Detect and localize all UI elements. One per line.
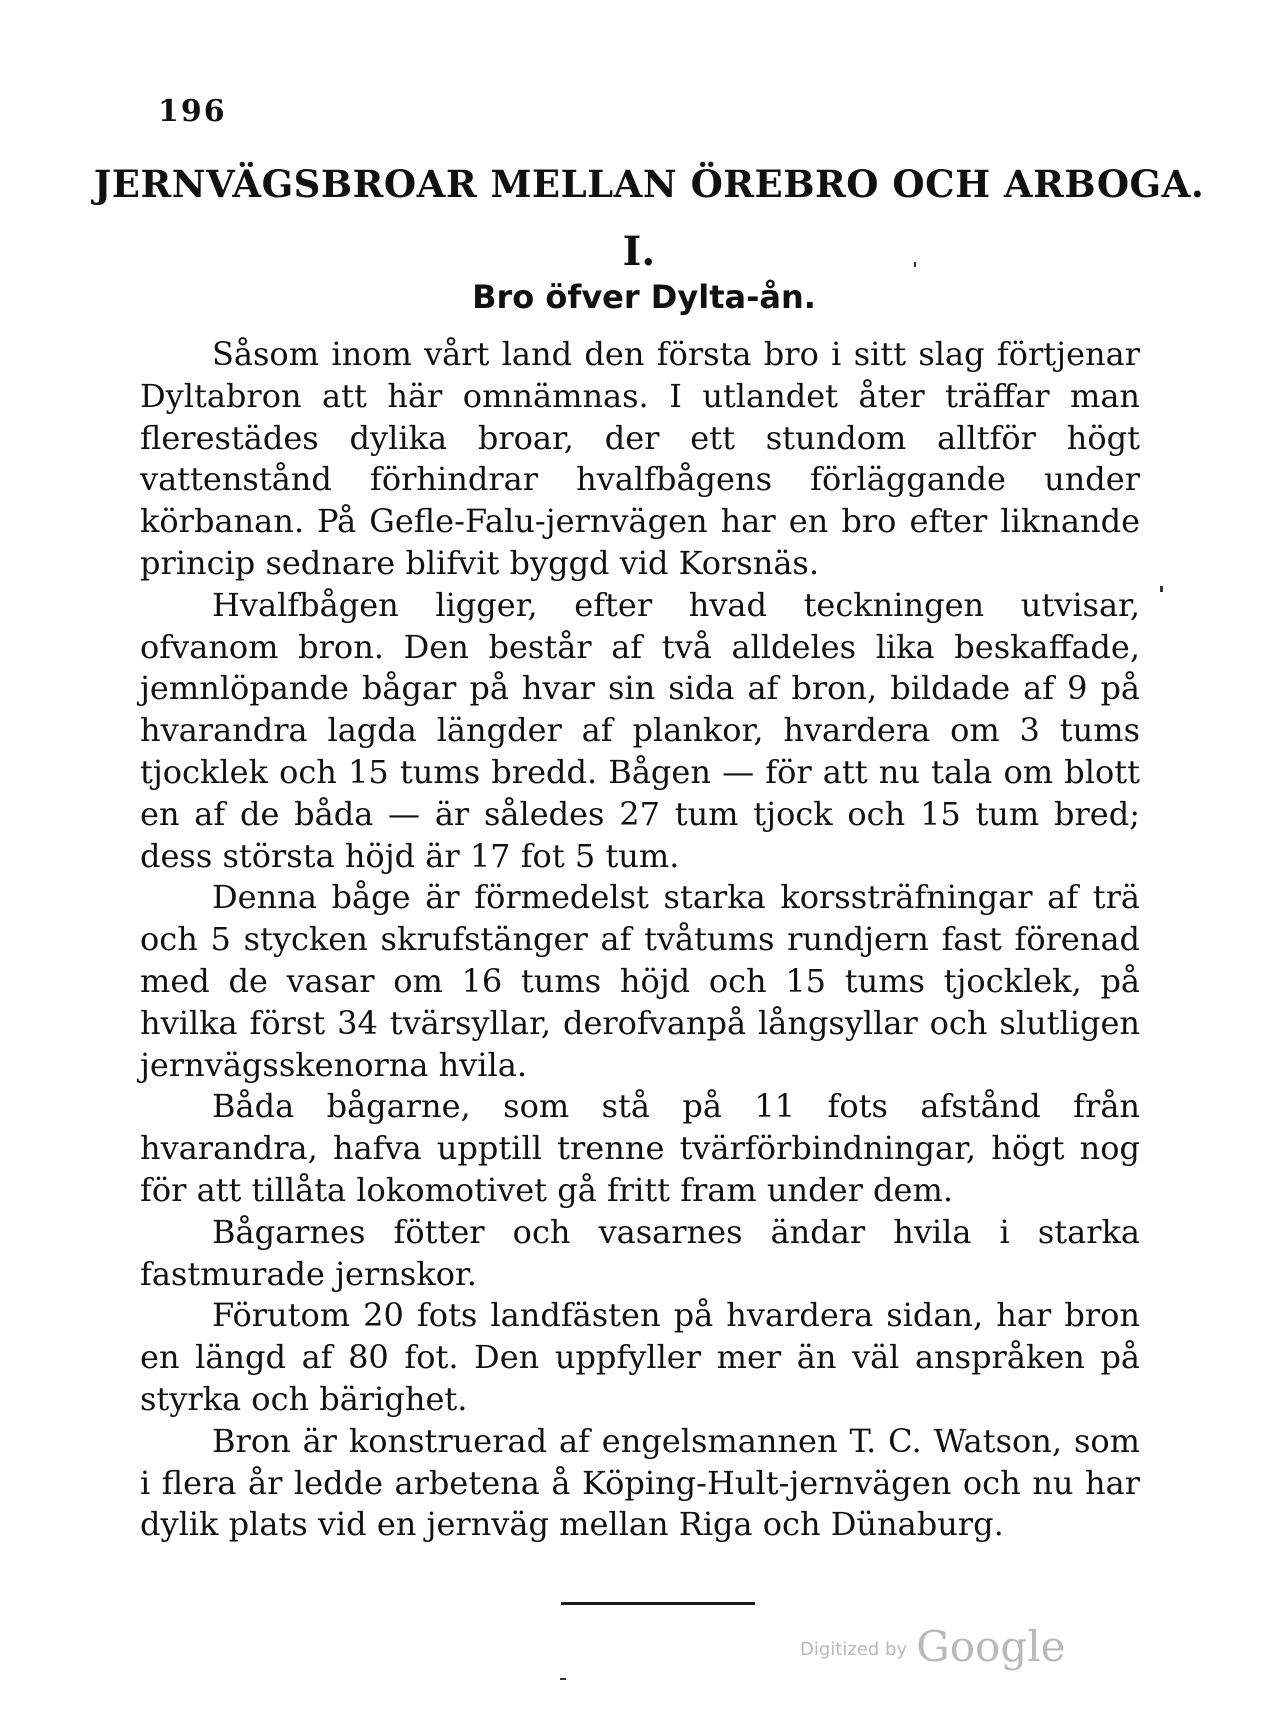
watermark-prefix: Digitized by — [800, 1639, 908, 1660]
paragraph: Förutom 20 fots landfästen på hvardera sidan, har bron en längd af 80 fot. Den uppfyller mer än väl anspråken på styrka och bärighet. — [140, 1296, 1140, 1418]
section-heading: Bro öfver Dylta-ån. — [472, 278, 816, 316]
scan-speck — [560, 1678, 566, 1680]
paragraph: Såsom inom vårt land den första bro i sitt slag förtjenar Dyltabron att här omnämnas. I utlandet åter träffar man flerestädes dylika broar, der ett stundom alltför högt vattenstånd förhindrar hvalfbågens förläggande under körbanan. På Gefle-Falu-jernvägen har en bro efter liknande princip sednare blifvit byggd vid Korsnäs. — [140, 335, 1140, 582]
page-number: 196 — [158, 94, 227, 129]
chapter-title: JERNVÄGSBROAR MELLAN ÖREBRO OCH ARBOGA. — [93, 162, 1205, 206]
end-rule-divider — [561, 1602, 755, 1605]
paragraph: Bågarnes fötter och vasarnes ändar hvila i starka fastmurade jernskor. — [140, 1212, 1140, 1293]
body-text — [140, 334, 1140, 1546]
paragraph: Bron är konstruerad af engelsmannen T. C. Watson, som i flera år ledde arbetena å Köping-Hult-jernvägen och nu har dylik plats vid en jernväg mellan Riga och Dünaburg. — [140, 1421, 1140, 1544]
digitized-watermark — [800, 1622, 1066, 1671]
scan-speck — [914, 262, 916, 267]
paragraph: Denna båge är förmedelst starka korssträfningar af trä och 5 stycken skrufstänger af tvåtums rundjern fast förenad med de vasar om 16 tums höjd och 15 tums tjocklek, på hvilka först 34 tvärsyllar, derofvanpå långsyllar och slutligen jernvägsskenorna hvila. — [140, 878, 1140, 1084]
section-numeral: I. — [622, 228, 656, 275]
scan-speck — [1160, 586, 1163, 592]
paragraph: Båda bågarne, som stå på 11 fots afstånd från hvarandra, hafva upptill trenne tvärförbindningar, högt nog för att tillåta lokomotivet gå fritt fram under dem. — [140, 1087, 1140, 1209]
paragraph: Hvalfbågen ligger, efter hvad teckningen utvisar, ofvanom bron. Den består af två alldeles lika beskaffade, jemnlöpande bågar på hvar sin sida af bron, bildade af 9 på hvarandra lagda längder af plankor, hvardera om 3 tums tjocklek och 15 tums bredd. Bågen — för att nu tala om blott en af de båda — är således 27 tum tjock och 15 tum bred; dess största höjd är 17 fot 5 tum. — [140, 585, 1140, 875]
google-logo: Google — [916, 1622, 1066, 1671]
